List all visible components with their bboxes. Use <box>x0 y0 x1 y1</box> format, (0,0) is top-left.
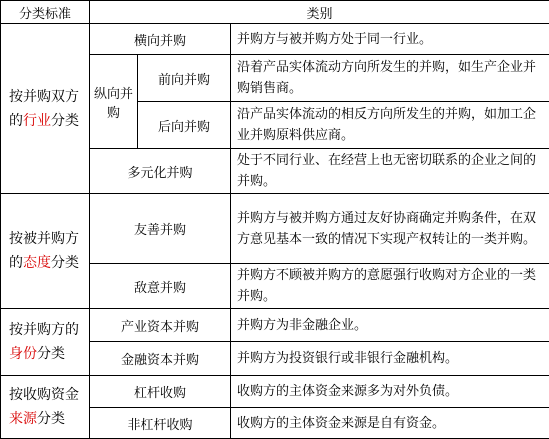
header-row <box>1 1 549 24</box>
type-name-horizontal: 横向并购 <box>90 24 231 55</box>
type-desc-friendly: 并购方与被并购方通过友好协商确定并购条件，在双方意见基本一致的情况下实现产权转让的一类并购。 <box>231 194 549 264</box>
type-desc-industrial-capital: 并购方为非金融企业。 <box>231 309 549 342</box>
table-row <box>1 376 549 408</box>
type-desc-non-leveraged: 收购方的主体资金来源是自有资金。 <box>231 408 549 439</box>
subtype-name-backward: 后向并购 <box>138 102 231 149</box>
table-row <box>1 194 549 264</box>
category-title-prefix: 按被并购方的 <box>9 231 79 271</box>
type-desc-hostile: 并购方不顾被并购方的意愿强行收购对方企业的一类并购。 <box>231 264 549 309</box>
type-name-diversified: 多元化并购 <box>90 149 231 194</box>
category-funding-source <box>1 376 90 439</box>
type-name-hostile: 敌意并购 <box>90 264 231 309</box>
category-title-suffix: 分类 <box>37 346 65 362</box>
type-name-friendly: 友善并购 <box>90 194 231 264</box>
table-row <box>1 309 549 342</box>
category-keyword: 来源 <box>9 411 37 427</box>
type-name-leveraged: 杠杆收购 <box>90 376 231 408</box>
header-type: 类别 <box>90 1 549 24</box>
type-name-industrial-capital: 产业资本并购 <box>90 309 231 342</box>
type-name-financial-capital: 金融资本并购 <box>90 342 231 376</box>
type-name-vertical: 纵向并购 <box>90 55 138 149</box>
type-desc-horizontal: 并购方与被并购方处于同一行业。 <box>231 24 549 55</box>
category-title-prefix: 按并购方的 <box>9 322 79 338</box>
category-title-prefix: 按收购资金 <box>9 387 79 403</box>
category-title-suffix: 分类 <box>37 411 65 427</box>
type-desc-diversified: 处于不同行业、在经营上也无密切联系的企业之间的并购。 <box>231 149 549 194</box>
category-title-suffix: 分类 <box>51 112 79 129</box>
type-desc-leveraged: 收购方的主体资金来源多为对外负债。 <box>231 376 549 408</box>
category-attitude <box>1 194 90 309</box>
category-title-prefix: 按并购双方的 <box>9 88 79 129</box>
category-industry <box>1 24 90 194</box>
category-keyword: 身份 <box>9 346 37 362</box>
subtype-desc-backward: 沿产品实体流动的相反方向所发生的并购，如加工企业并购原料供应商。 <box>231 102 549 149</box>
subtype-desc-forward: 沿着产品实体流动方向所发生的并购，如生产企业并购销售商。 <box>231 55 549 102</box>
category-keyword: 行业 <box>23 112 51 129</box>
header-criteria: 分类标准 <box>1 1 90 24</box>
table-row <box>1 24 549 55</box>
type-desc-financial-capital: 并购方为投资银行或非银行金融机构。 <box>231 342 549 376</box>
category-keyword: 态度 <box>23 255 51 271</box>
type-name-non-leveraged: 非杠杆收购 <box>90 408 231 439</box>
subtype-name-forward: 前向并购 <box>138 55 231 102</box>
category-identity <box>1 309 90 376</box>
category-title-suffix: 分类 <box>51 255 79 271</box>
